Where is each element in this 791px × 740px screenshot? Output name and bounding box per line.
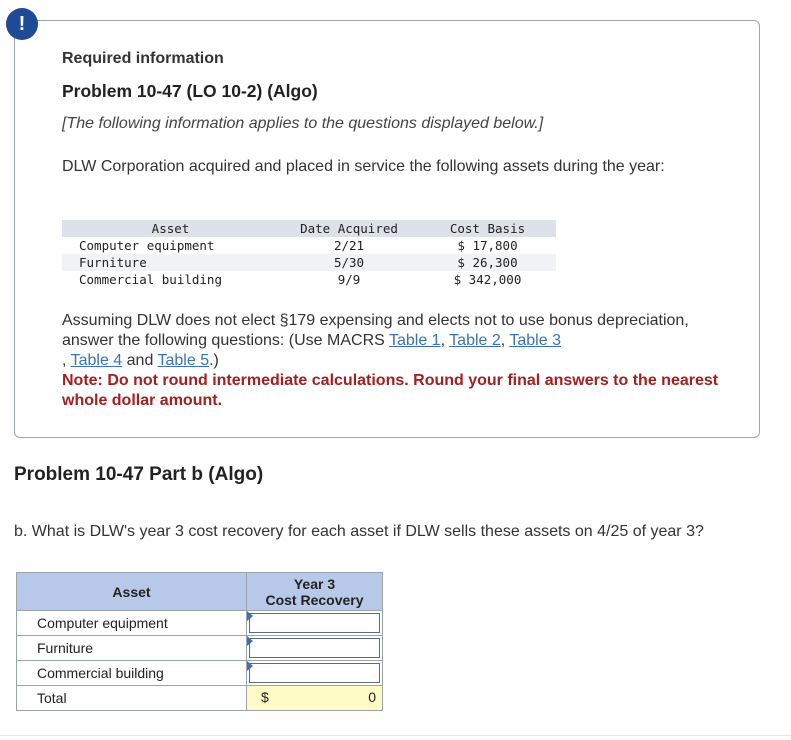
input-box[interactable]: [249, 638, 380, 658]
asset-name: Furniture: [62, 254, 279, 271]
assets-col-asset: Asset: [62, 220, 279, 237]
asset-name: Commercial building: [79, 272, 222, 287]
table-2-link[interactable]: Table 2: [449, 332, 501, 349]
table-row: [62, 271, 556, 288]
instructions-and: and: [122, 352, 158, 369]
asset-date: 2/21: [333, 238, 365, 253]
asset-date: 9/9: [337, 272, 361, 287]
assets-col-cost: Cost Basis: [419, 220, 556, 237]
table-1-link[interactable]: Table 1: [388, 332, 441, 349]
total-label: Total: [17, 686, 247, 711]
table-row: [17, 661, 383, 686]
input-flag-icon: [247, 636, 253, 646]
problem-title: Problem 10-47 (LO 10-2) (Algo): [62, 81, 318, 101]
instructions-text: Assuming DLW does not elect §179 expensing and elects not to use bonus depreciation, answer the following questions: (Use MACRS Table 1, Table 2, Table 3 , Table 4 and Table 5.): [62, 312, 689, 369]
intro-text: DLW Corporation acquired and placed in service the following assets during the year:: [62, 158, 665, 175]
asset-cost: $ 17,800: [457, 238, 518, 253]
total-cell: [247, 686, 383, 711]
furniture-input[interactable]: [247, 636, 383, 661]
question-text: b. What is DLW's year 3 cost recovery for each asset if DLW sells these assets on 4/25 of year 3?: [14, 523, 704, 540]
table-row: [17, 611, 383, 636]
table-5-link[interactable]: Table 5: [157, 352, 210, 369]
answer-table: [16, 572, 383, 711]
answer-row-label: Commercial building: [17, 661, 247, 686]
answer-col-asset: Asset: [17, 573, 247, 611]
input-box[interactable]: [249, 663, 380, 683]
table-4-link[interactable]: Table 4: [70, 352, 123, 369]
instructions-body: Assuming DLW does not elect §179 expensing and elects not to use bonus depreciation, answer the following questions: (Use MACRS: [62, 312, 689, 349]
total-row: [17, 686, 383, 711]
divider: [0, 735, 791, 736]
answer-row-label: Furniture: [17, 636, 247, 661]
part-title: Problem 10-47 Part b (Algo): [14, 464, 264, 485]
required-info-heading: Required information: [62, 50, 224, 67]
rounding-note: Note: Do not round intermediate calculations. Round your final answers to the nearest whole dollar amount.: [62, 372, 719, 409]
commercial-building-input[interactable]: [247, 661, 383, 686]
table-row: [17, 636, 383, 661]
table-3-link[interactable]: Table 3: [509, 332, 561, 349]
table-row: [62, 237, 556, 254]
input-flag-icon: [247, 611, 253, 621]
table-row: [62, 254, 556, 271]
alert-icon: !: [6, 8, 38, 40]
applies-note: [The following information applies to the questions displayed below.]: [62, 115, 544, 132]
computer-equipment-input[interactable]: [247, 611, 383, 636]
instructions-end: .): [209, 352, 219, 369]
total-currency: $: [261, 689, 269, 705]
assets-table: [62, 220, 556, 288]
answer-col-year3: [247, 573, 383, 611]
input-flag-icon: [247, 661, 253, 671]
answer-table-header: [17, 573, 383, 611]
assets-col-date: Date Acquired: [279, 220, 419, 237]
input-box[interactable]: [249, 613, 380, 633]
answer-col-year3-line2: Cost Recovery: [265, 591, 364, 608]
asset-name: Computer equipment: [79, 238, 215, 253]
assets-table-header: [62, 220, 556, 237]
total-value: 0: [368, 689, 376, 705]
answer-row-label: Computer equipment: [17, 611, 247, 636]
asset-date: 5/30: [279, 254, 419, 271]
asset-cost: $ 342,000: [453, 272, 522, 287]
asset-cost: $ 26,300: [419, 254, 556, 271]
answer-col-year3-line1: Year 3: [293, 575, 336, 592]
